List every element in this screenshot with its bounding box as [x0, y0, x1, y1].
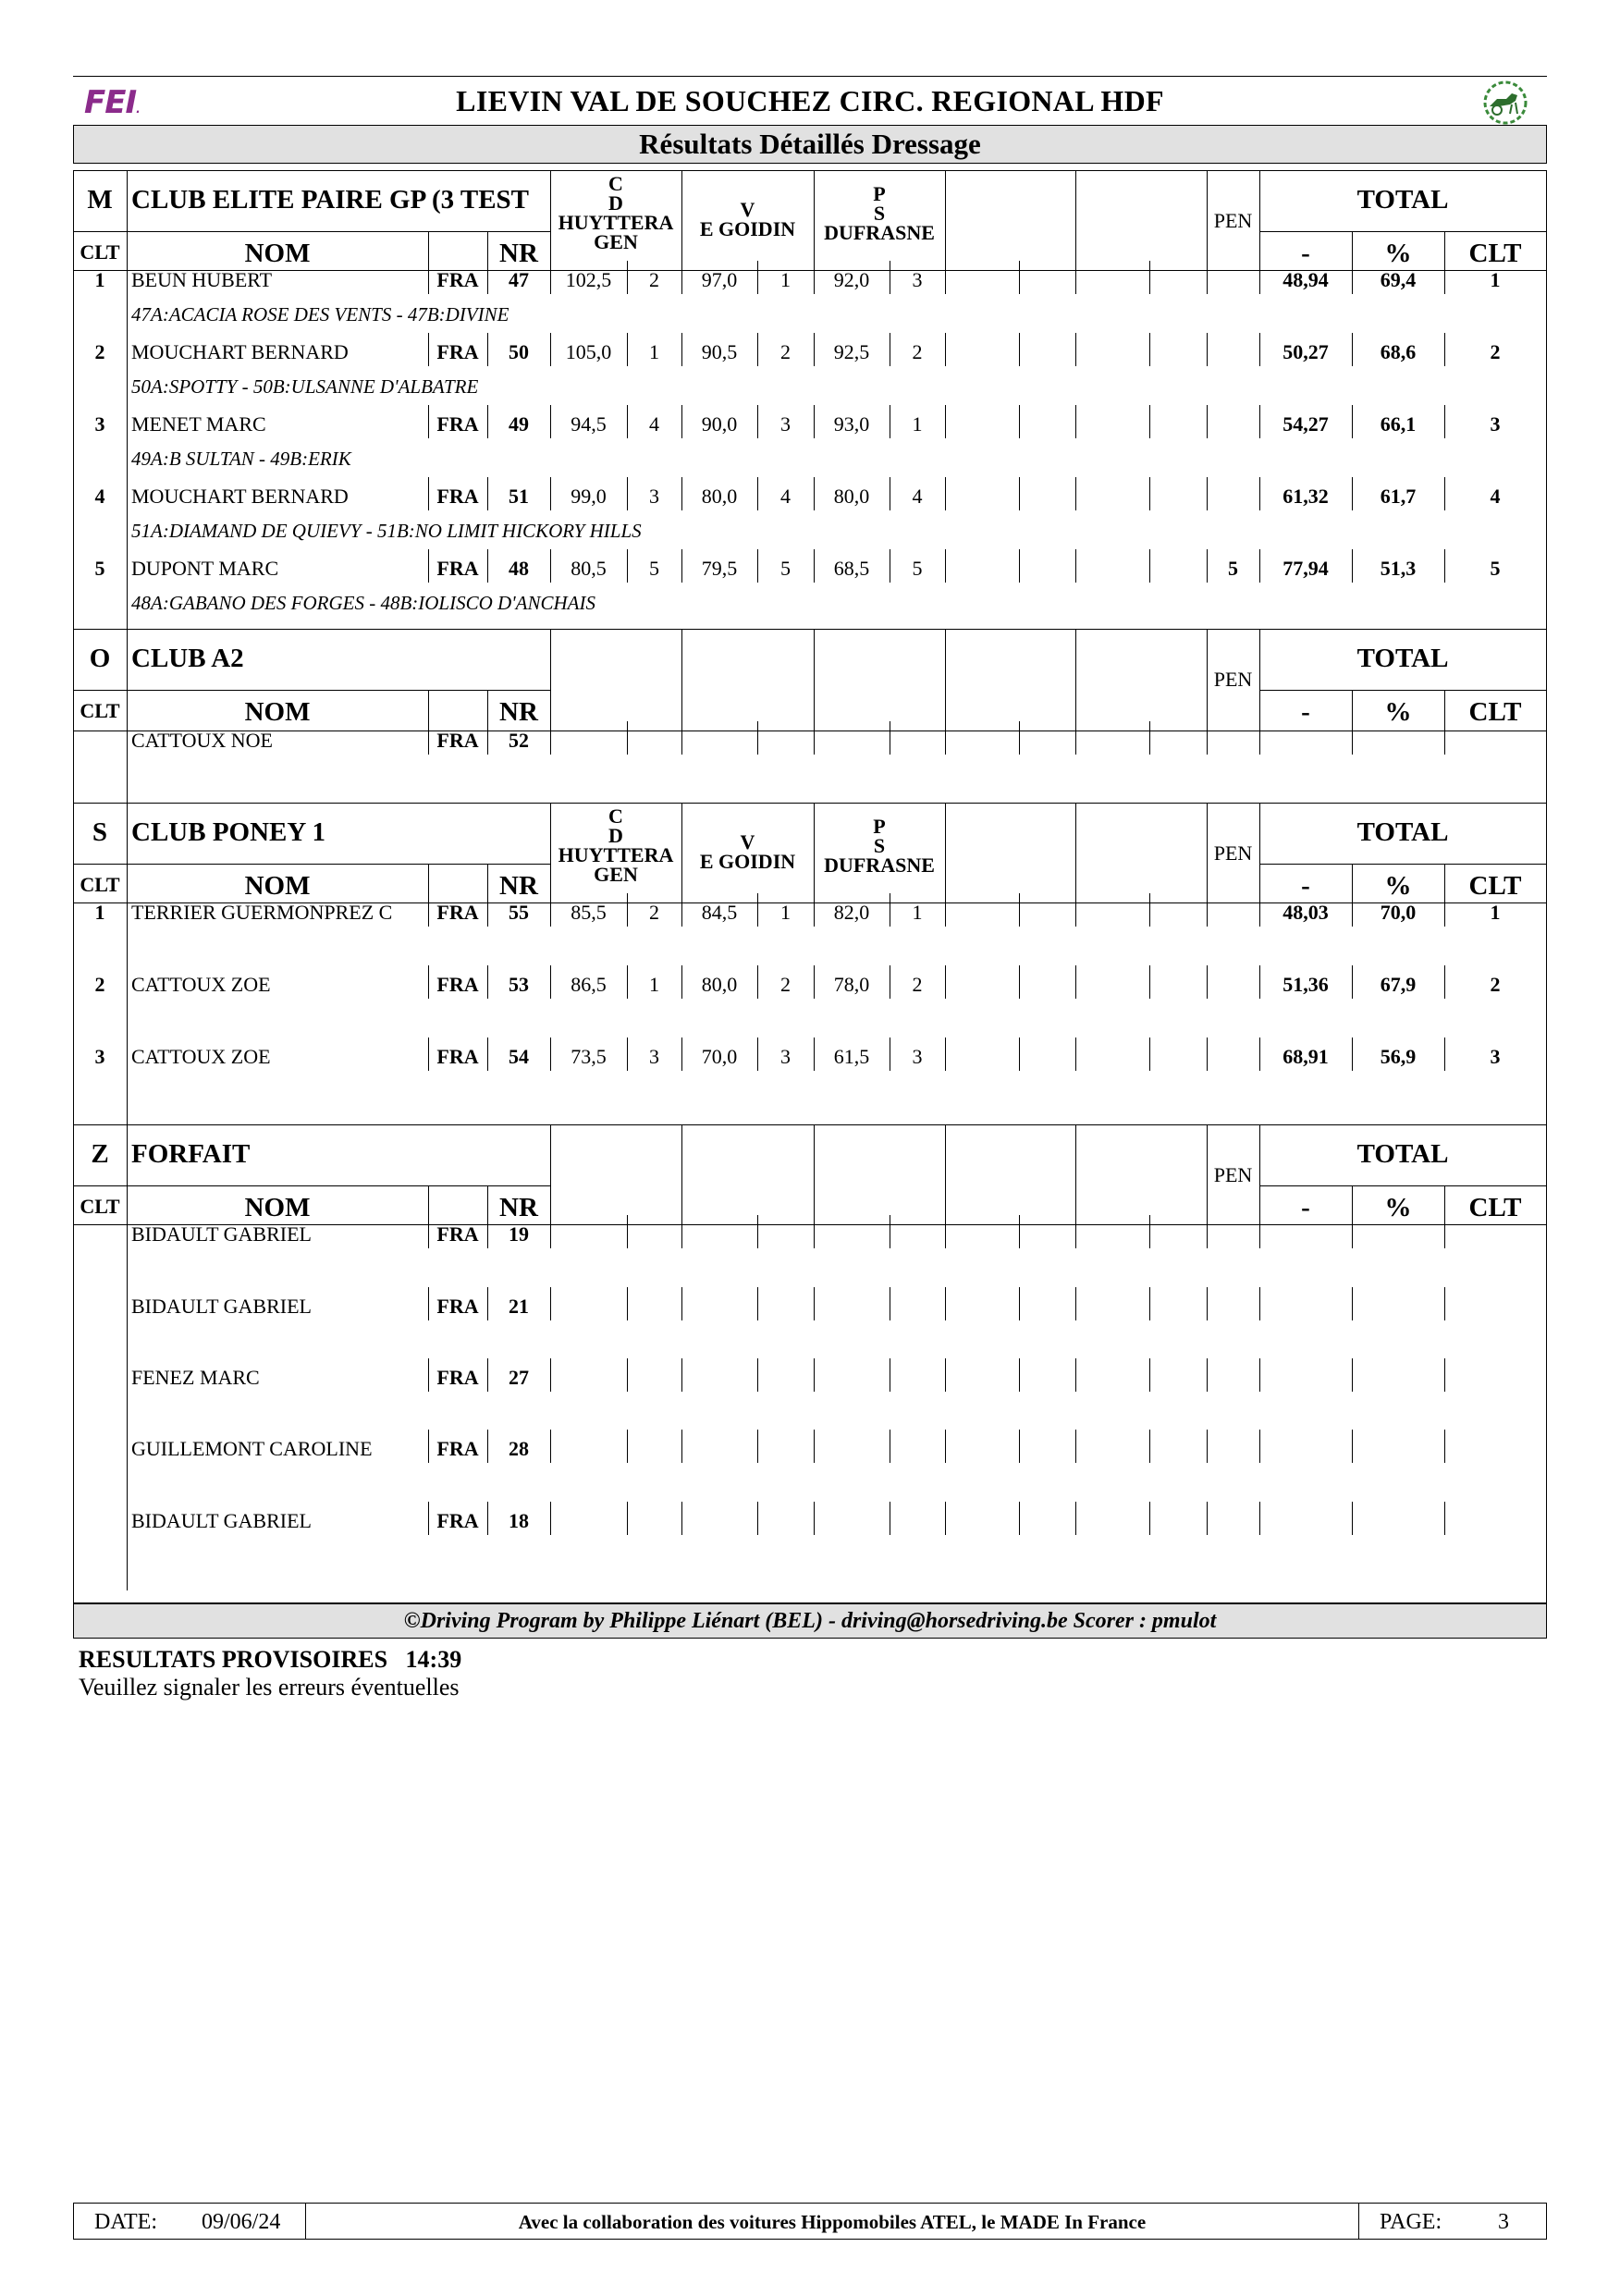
judge-1-score: 94,5 — [571, 412, 607, 436]
row-clt: 1 — [94, 268, 105, 291]
judge-3-rank: 2 — [912, 340, 923, 363]
section-title: CLUB ELITE PAIRE GP (3 TEST — [131, 185, 530, 215]
judge-1-score: 73,5 — [571, 1045, 607, 1068]
total-penalty-points: 48,03 — [1282, 901, 1329, 924]
competitor-nation: FRA — [436, 485, 479, 508]
competitor-number: 49 — [509, 412, 529, 436]
competitor-number: 55 — [509, 901, 529, 924]
section-title: CLUB A2 — [131, 644, 244, 673]
judge-3-score: 68,5 — [833, 557, 870, 580]
competitor-name: TERRIER GUERMONPREZ C — [131, 901, 393, 924]
competitor-number: 52 — [509, 729, 529, 752]
judge-3-score: 78,0 — [833, 973, 870, 996]
judge-1-header: GEN — [594, 863, 638, 886]
competitor-number: 51 — [509, 485, 529, 508]
event-title: LIEVIN VAL DE SOUCHEZ CIRC. REGIONAL HDF — [456, 84, 1164, 117]
horse-names: 49A:B SULTAN - 49B:ERIK — [131, 448, 351, 470]
total-percent: 68,6 — [1380, 340, 1417, 363]
total-percent: 70,0 — [1380, 901, 1417, 924]
competitor-name: DUPONT MARC — [131, 557, 279, 580]
row-clt: 2 — [94, 340, 105, 363]
competitor-name: BEUN HUBERT — [131, 268, 273, 291]
competitor-name: BIDAULT GABRIEL — [131, 1222, 312, 1246]
col-minus-header: - — [1301, 239, 1310, 268]
judge-2-score: 70,0 — [701, 1045, 738, 1068]
competitor-number: 48 — [509, 557, 529, 580]
row-clt: 3 — [94, 412, 105, 436]
judge-2-score: 97,0 — [701, 268, 738, 291]
competitor-nation: FRA — [436, 1222, 479, 1246]
judge-1-header: HUYTTERA — [558, 843, 674, 866]
judge-1-score: 80,5 — [571, 557, 607, 580]
row-clt: 1 — [94, 901, 105, 924]
competitor-nation: FRA — [436, 412, 479, 436]
judge-1-header: C — [608, 804, 623, 828]
competitor-name: GUILLEMONT CAROLINE — [131, 1437, 373, 1460]
judge-1-header: D — [608, 824, 623, 847]
col-minus-header: - — [1301, 697, 1310, 727]
final-rank: 2 — [1490, 973, 1501, 996]
judge-1-score: 99,0 — [571, 485, 607, 508]
final-rank: 2 — [1490, 340, 1501, 363]
competitor-name: MOUCHART BERNARD — [131, 340, 349, 363]
col-pct-header: % — [1384, 1193, 1412, 1222]
total-percent: 51,3 — [1380, 557, 1417, 580]
provisional-label: RESULTATS PROVISOIRES — [79, 1646, 388, 1673]
page-number: 3 — [1498, 2210, 1509, 2234]
competitor-name: CATTOUX NOE — [131, 729, 273, 752]
col-pen-header: PEN — [1213, 841, 1253, 865]
competitor-number: 50 — [509, 340, 529, 363]
horse-names: 51A:DIAMAND DE QUIEVY - 51B:NO LIMIT HICKORY HILLS — [131, 520, 642, 542]
judge-1-header: HUYTTERA — [558, 211, 674, 234]
section-letter: M — [87, 185, 113, 215]
judge-1-rank: 4 — [649, 412, 659, 436]
judge-1-score: 105,0 — [565, 340, 612, 363]
judge-3-rank: 1 — [912, 901, 923, 924]
col-minus-header: - — [1301, 1193, 1310, 1222]
competitor-nation: FRA — [436, 1045, 479, 1068]
competitor-nation: FRA — [436, 1366, 479, 1389]
judge-1-score: 85,5 — [571, 901, 607, 924]
section-letter: O — [89, 644, 111, 673]
judge-2-score: 79,5 — [701, 557, 738, 580]
final-rank: 1 — [1490, 268, 1501, 291]
provisional-time: 14:39 — [405, 1646, 462, 1673]
total-percent: 61,7 — [1380, 485, 1417, 508]
judge-3-rank: 2 — [912, 973, 923, 996]
errors-note: Veuillez signaler les erreurs éventuelles — [79, 1674, 460, 1701]
horse-carriage-logo-icon — [1479, 77, 1532, 125]
judge-3-score: 92,5 — [833, 340, 870, 363]
program-credit: ©Driving Program by Philippe Liénart (BEL) - driving@horsedriving.be Scorer : pmulot — [73, 1603, 1547, 1639]
competitor-name: MENET MARC — [131, 412, 266, 436]
total-percent: 67,9 — [1380, 973, 1417, 996]
competitor-nation: FRA — [436, 1437, 479, 1460]
col-pen-header: PEN — [1213, 668, 1253, 691]
judge-2-header: V — [740, 830, 755, 853]
total-percent: 69,4 — [1380, 268, 1417, 291]
judge-2-rank: 2 — [780, 340, 791, 363]
date-value: 09/06/24 — [202, 2210, 281, 2234]
row-clt: 2 — [94, 973, 105, 996]
competitor-nation: FRA — [436, 1509, 479, 1532]
competitor-nation: FRA — [436, 557, 479, 580]
fei-logo: FEI. — [84, 84, 140, 121]
total-penalty-points: 51,36 — [1282, 973, 1329, 996]
col-clt-header: CLT — [80, 1195, 120, 1218]
final-rank: 3 — [1490, 1045, 1501, 1068]
final-rank: 5 — [1490, 557, 1501, 580]
competitor-number: 54 — [509, 1045, 529, 1068]
col-rank-header: CLT — [1468, 1193, 1522, 1222]
total-penalty-points: 50,27 — [1282, 340, 1329, 363]
judge-1-score: 102,5 — [565, 268, 612, 291]
judge-1-rank: 3 — [649, 485, 659, 508]
judge-2-rank: 4 — [780, 485, 791, 508]
judge-2-rank: 1 — [780, 901, 791, 924]
competitor-number: 21 — [509, 1295, 529, 1318]
judge-2-rank: 5 — [780, 557, 791, 580]
judge-2-rank: 3 — [780, 1045, 791, 1068]
page-footer — [73, 2203, 1547, 2240]
competitor-name: CATTOUX ZOE — [131, 1045, 271, 1068]
judge-3-header: DUFRASNE — [824, 853, 935, 877]
total-penalty-points: 61,32 — [1282, 485, 1329, 508]
col-total-header: TOTAL — [1356, 644, 1449, 673]
page-subtitle: Résultats Détaillés Dressage — [73, 125, 1547, 164]
judge-2-header: E GOIDIN — [699, 850, 796, 873]
total-penalty-points: 54,27 — [1282, 412, 1329, 436]
judge-3-rank: 3 — [912, 1045, 923, 1068]
col-pen-header: PEN — [1213, 1163, 1253, 1186]
competitor-name: MOUCHART BERNARD — [131, 485, 349, 508]
row-clt: 5 — [94, 557, 105, 580]
judge-3-score: 82,0 — [833, 901, 870, 924]
judge-2-score: 84,5 — [701, 901, 738, 924]
page-header — [73, 76, 1547, 127]
page-label: PAGE: — [1380, 2210, 1442, 2234]
section-letter: S — [92, 817, 108, 847]
judge-3-rank: 5 — [912, 557, 923, 580]
judge-2-rank: 2 — [780, 973, 791, 996]
judge-2-rank: 1 — [780, 268, 791, 291]
col-nr-header: NR — [499, 1193, 538, 1222]
judge-1-header: D — [608, 191, 623, 215]
col-nom-header: NOM — [244, 239, 311, 268]
col-minus-header: - — [1301, 871, 1310, 901]
judge-3-rank: 3 — [912, 268, 923, 291]
date-label: DATE: — [94, 2210, 157, 2234]
competitor-number: 28 — [509, 1437, 529, 1460]
competitor-name: FENEZ MARC — [131, 1366, 260, 1389]
competitor-number: 19 — [509, 1222, 529, 1246]
judge-2-header: E GOIDIN — [699, 217, 796, 240]
total-percent: 66,1 — [1380, 412, 1417, 436]
col-pct-header: % — [1384, 871, 1412, 901]
col-rank-header: CLT — [1468, 697, 1522, 727]
judge-3-score: 92,0 — [833, 268, 870, 291]
col-nr-header: NR — [499, 239, 538, 268]
total-penalty-points: 48,94 — [1282, 268, 1329, 291]
col-nr-header: NR — [499, 697, 538, 727]
col-rank-header: CLT — [1468, 871, 1522, 901]
provisional-status — [79, 1646, 461, 1674]
row-clt: 4 — [94, 485, 105, 508]
competitor-number: 27 — [509, 1366, 529, 1389]
judge-1-rank: 3 — [649, 1045, 659, 1068]
col-total-header: TOTAL — [1356, 1139, 1449, 1169]
col-nom-header: NOM — [244, 871, 311, 901]
total-penalty-points: 68,91 — [1282, 1045, 1329, 1068]
judge-1-rank: 1 — [649, 973, 659, 996]
col-pct-header: % — [1384, 697, 1412, 727]
horse-names: 47A:ACACIA ROSE DES VENTS - 47B:DIVINE — [131, 303, 509, 325]
competitor-nation: FRA — [436, 1295, 479, 1318]
competitor-nation: FRA — [436, 901, 479, 924]
col-pen-header: PEN — [1213, 209, 1253, 232]
judge-2-score: 80,0 — [701, 485, 738, 508]
col-clt-header: CLT — [80, 240, 120, 264]
judge-3-score: 93,0 — [833, 412, 870, 436]
section-title: FORFAIT — [131, 1139, 251, 1169]
section-letter: Z — [91, 1139, 109, 1169]
judge-2-header: V — [740, 198, 755, 221]
row-clt: 3 — [94, 1045, 105, 1068]
judge-2-rank: 3 — [780, 412, 791, 436]
judge-2-score: 90,5 — [701, 340, 738, 363]
col-nom-header: NOM — [244, 697, 311, 727]
col-total-header: TOTAL — [1356, 817, 1449, 847]
competitor-number: 18 — [509, 1509, 529, 1532]
col-pct-header: % — [1384, 239, 1412, 268]
competitor-nation: FRA — [436, 729, 479, 752]
judge-3-header: S — [873, 834, 886, 857]
judge-1-header: C — [608, 172, 623, 195]
judge-2-score: 80,0 — [701, 973, 738, 996]
judge-3-score: 80,0 — [833, 485, 870, 508]
competitor-name: BIDAULT GABRIEL — [131, 1509, 312, 1532]
final-rank: 3 — [1490, 412, 1501, 436]
competitor-nation: FRA — [436, 973, 479, 996]
competitor-name: BIDAULT GABRIEL — [131, 1295, 312, 1318]
judge-3-header: DUFRASNE — [824, 221, 935, 244]
competitor-name: CATTOUX ZOE — [131, 973, 271, 996]
section-title: CLUB PONEY 1 — [131, 817, 325, 847]
col-nr-header: NR — [499, 871, 538, 901]
total-percent: 56,9 — [1380, 1045, 1417, 1068]
collaboration-note: Avec la collaboration des voitures Hippomobiles ATEL, le MADE In France — [518, 2211, 1147, 2233]
col-clt-header: CLT — [80, 699, 120, 722]
penalty: 5 — [1228, 557, 1238, 580]
col-total-header: TOTAL — [1356, 185, 1449, 215]
total-penalty-points: 77,94 — [1282, 557, 1329, 580]
judge-1-rank: 1 — [649, 340, 659, 363]
competitor-nation: FRA — [436, 268, 479, 291]
judge-1-rank: 2 — [649, 268, 659, 291]
judge-3-header: P — [873, 182, 886, 205]
horse-names: 50A:SPOTTY - 50B:ULSANNE D'ALBATRE — [131, 375, 479, 398]
col-nom-header: NOM — [244, 1193, 311, 1222]
judge-3-header: S — [873, 202, 886, 225]
judge-1-rank: 5 — [649, 557, 659, 580]
col-clt-header: CLT — [80, 873, 120, 896]
competitor-number: 47 — [509, 268, 529, 291]
competitor-nation: FRA — [436, 340, 479, 363]
col-rank-header: CLT — [1468, 239, 1522, 268]
judge-1-score: 86,5 — [571, 973, 607, 996]
judge-1-header: GEN — [594, 230, 638, 253]
horse-names: 48A:GABANO DES FORGES - 48B:IOLISCO D'ANCHAIS — [131, 592, 596, 614]
judge-2-score: 90,0 — [701, 412, 738, 436]
final-rank: 4 — [1490, 485, 1501, 508]
judge-3-rank: 4 — [912, 485, 923, 508]
judge-1-rank: 2 — [649, 901, 659, 924]
judge-3-rank: 1 — [912, 412, 923, 436]
competitor-number: 53 — [509, 973, 529, 996]
judge-3-score: 61,5 — [833, 1045, 870, 1068]
final-rank: 1 — [1490, 901, 1501, 924]
judge-3-header: P — [873, 815, 886, 838]
